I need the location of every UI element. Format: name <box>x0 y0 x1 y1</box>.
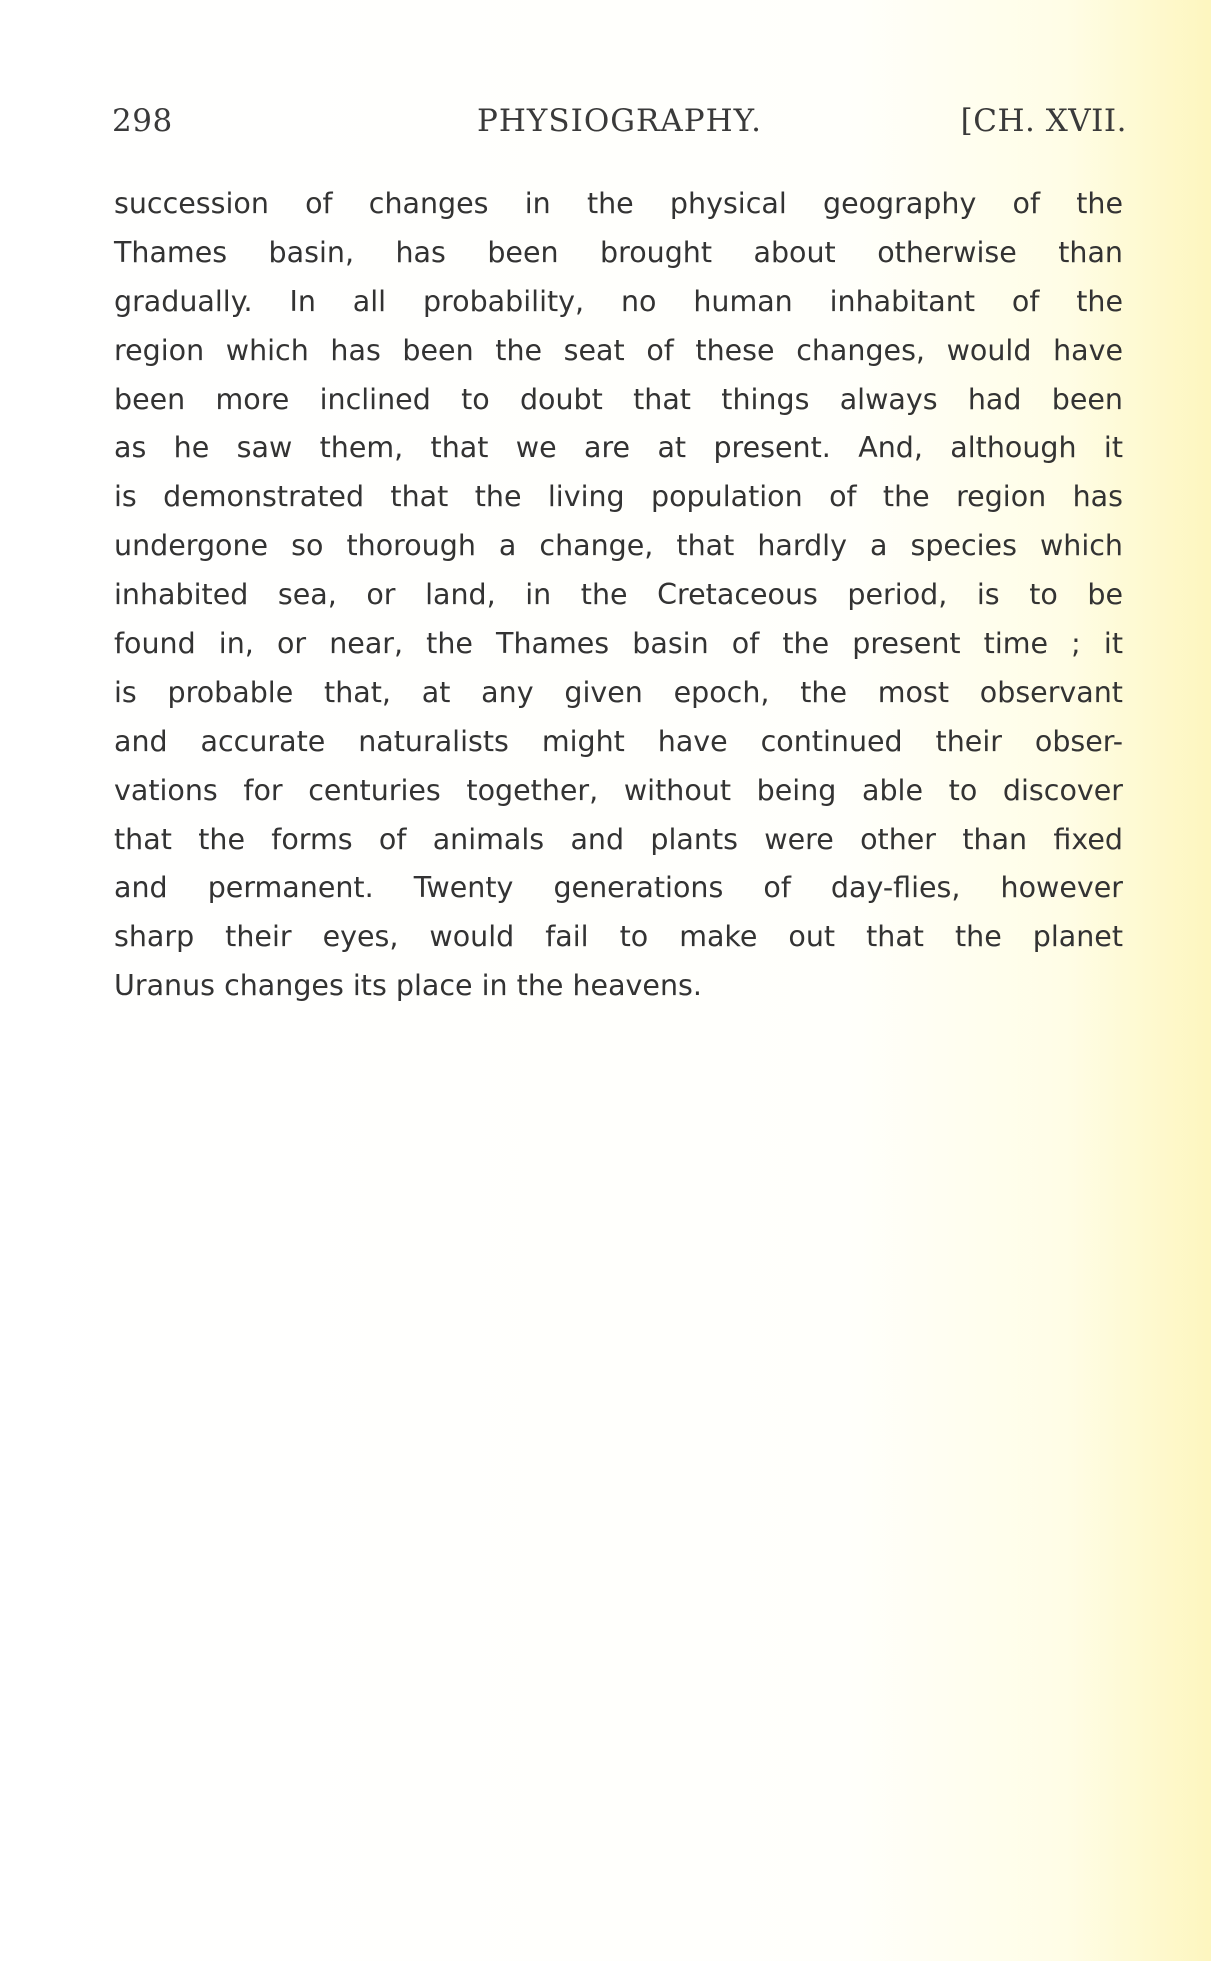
page-header <box>112 103 1127 153</box>
page-number: 298 <box>112 103 173 139</box>
text-line: is probable that, at any given epoch, the most observant <box>114 675 1123 709</box>
text-line: inhabited sea, or land, in the Cretaceous period, is to be <box>114 578 1123 612</box>
body-paragraph <box>114 180 1123 1011</box>
text-line: gradually. In all probability, no human inhabitant of the <box>114 284 1123 318</box>
text-line: and permanent. Twenty generations of day-flies, however <box>114 871 1123 905</box>
text-line: succession of changes in the physical geography of the <box>114 187 1123 220</box>
text-line: vations for centuries together, without being able to discover <box>114 773 1123 807</box>
text-line: undergone so thorough a change, that hardly a species which <box>114 529 1123 563</box>
text-line: and accurate naturalists might have continued their obser- <box>114 724 1123 758</box>
running-title: PHYSIOGRAPHY. <box>477 103 762 139</box>
text-line: that the forms of animals and plants were other than fixed <box>114 822 1123 856</box>
text-line: is demonstrated that the living population of the region has <box>114 480 1123 514</box>
text-line: been more inclined to doubt that things always had been <box>114 382 1123 416</box>
text-line: found in, or near, the Thames basin of the present time ; it <box>114 627 1123 661</box>
text-line: as he saw them, that we are at present. And, although it <box>114 431 1123 465</box>
text-line: Uranus changes its place in the heavens. <box>114 969 702 1003</box>
text-line: Thames basin, has been brought about otherwise than <box>114 235 1123 269</box>
chapter-label: [CH. XVII. <box>960 103 1127 139</box>
text-line: sharp their eyes, would fail to make out that the planet <box>114 920 1123 954</box>
text-line: region which has been the seat of these changes, would have <box>114 333 1123 367</box>
